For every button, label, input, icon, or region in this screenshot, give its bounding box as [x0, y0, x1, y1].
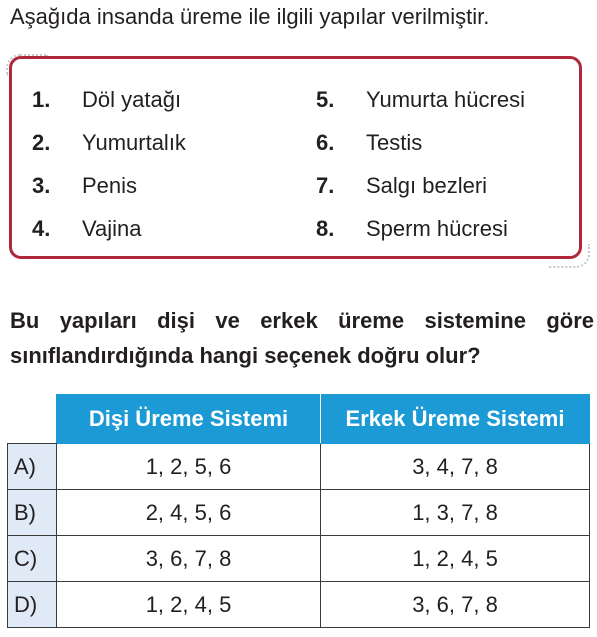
item-text: Döl yatağı: [82, 87, 182, 112]
option-row-d[interactable]: [8, 582, 590, 628]
item-text: Sperm hücresi: [366, 216, 508, 241]
female-cell: 1, 2, 4, 5: [57, 582, 321, 628]
female-cell: 2, 4, 5, 6: [57, 490, 321, 536]
male-cell: 1, 2, 4, 5: [321, 536, 590, 582]
item-number: 5.: [316, 87, 335, 112]
item-number: 4.: [32, 216, 51, 241]
item-number: 8.: [316, 216, 335, 241]
item-number: 1.: [32, 87, 51, 112]
item-text: Testis: [366, 130, 423, 155]
header-female: Dişi Üreme Sistemi: [57, 395, 321, 444]
item-text: Vajina: [82, 216, 142, 241]
intro-text: Aşağıda insanda üreme ile ilgili yapılar verilmiştir.: [10, 4, 490, 29]
option-row-a[interactable]: [8, 444, 590, 490]
item-number: 2.: [32, 130, 51, 155]
option-label: B): [8, 490, 57, 536]
item-text: Salgı bezleri: [366, 173, 488, 198]
table-corner: [8, 395, 57, 444]
option-row-c[interactable]: [8, 536, 590, 582]
item-number: 6.: [316, 130, 335, 155]
female-cell: 1, 2, 5, 6: [57, 444, 321, 490]
answer-table: [7, 394, 590, 628]
option-label: D): [8, 582, 57, 628]
header-male: Erkek Üreme Sistemi: [321, 395, 590, 444]
female-cell: 3, 6, 7, 8: [57, 536, 321, 582]
male-cell: 3, 4, 7, 8: [321, 444, 590, 490]
male-cell: 3, 6, 7, 8: [321, 582, 590, 628]
question-text: Bu yapıları dişi ve erkek üreme sistemine göre sınıflandırdığında hangi seçenek doğru olur?: [10, 308, 594, 368]
male-cell: 1, 3, 7, 8: [321, 490, 590, 536]
item-number: 7.: [316, 173, 335, 198]
item-text: Yumurta hücresi: [366, 87, 525, 112]
table-header-row: [8, 395, 590, 444]
box-decoration-bottom-right: [548, 244, 590, 268]
option-label: A): [8, 444, 57, 490]
item-text: Yumurtalık: [82, 130, 186, 155]
item-text: Penis: [82, 173, 138, 198]
item-number: 3.: [32, 173, 51, 198]
option-row-b[interactable]: [8, 490, 590, 536]
option-label: C): [8, 536, 57, 582]
